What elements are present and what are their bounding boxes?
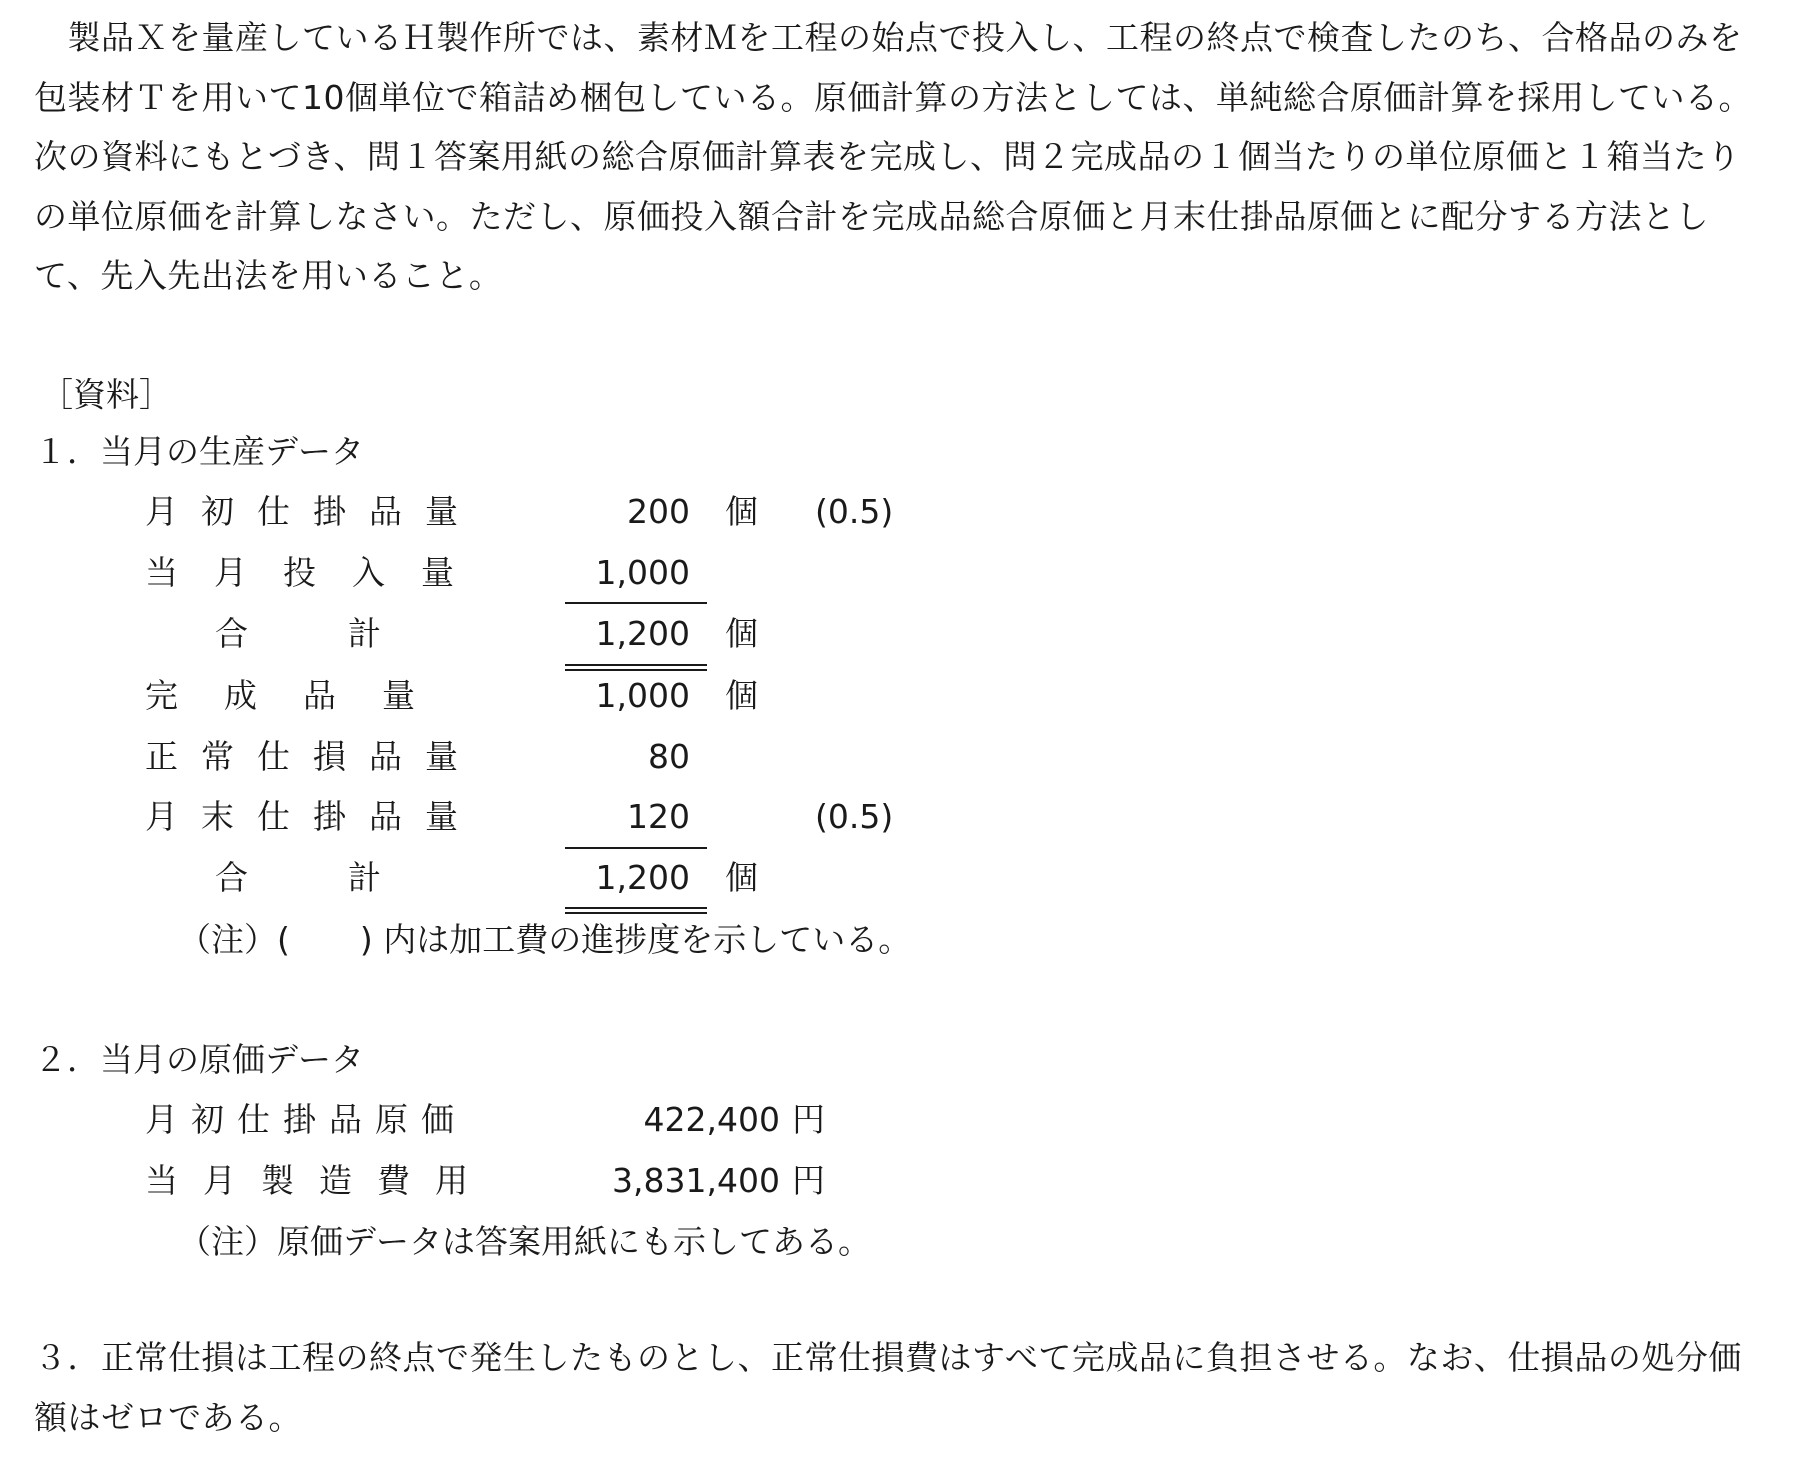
total-double-rule (565, 664, 707, 671)
production-progress-ending: (0.5) (815, 797, 894, 836)
section2-note: （注）原価データは答案用紙にも示してある。 (178, 1222, 871, 1261)
section1-note (178, 920, 911, 960)
subtotal-rule (565, 847, 707, 849)
cost-value-current-manufacturing: 3,831,400 (612, 1161, 780, 1200)
production-label-current-input: 当月投入量 (145, 553, 490, 592)
section1-heading: １．当月の生産データ (34, 432, 364, 471)
production-value-normal-spoilage: 80 (648, 737, 690, 776)
subtotal-rule (565, 602, 707, 604)
materials-heading: ［資料］ (40, 375, 172, 414)
production-progress-beginning: (0.5) (815, 492, 894, 531)
cost-unit: 円 (792, 1100, 825, 1139)
production-unit: 個 (725, 858, 758, 897)
production-value-completed: 1,000 (595, 676, 690, 715)
production-value-beginning-wip: 200 (627, 492, 690, 531)
production-label-normal-spoilage: 正常仕損品量 (145, 737, 481, 776)
production-unit: 個 (725, 492, 758, 531)
cost-value-beginning-wip: 422,400 (643, 1100, 780, 1139)
section3-text: ３．正常仕損は工程の終点で発生したものとし、正常仕損費はすべて完成品に負担させる。なお、仕損品の処分価額はゼロである。 (34, 1338, 1742, 1437)
production-value-current-input: 1,000 (595, 553, 690, 592)
production-label-total-2: 合計 (215, 858, 481, 897)
production-value-total-1: 1,200 (595, 614, 690, 653)
production-label-completed: 完成品量 (145, 676, 461, 715)
production-unit: 個 (725, 614, 758, 653)
production-unit: 個 (725, 676, 758, 715)
production-label-ending-wip: 月末仕掛品量 (145, 797, 481, 836)
section1-note-prefix: （注）( (178, 920, 290, 959)
production-label-beginning-wip: 月初仕掛品量 (145, 492, 481, 531)
cost-unit: 円 (792, 1161, 825, 1200)
production-value-ending-wip: 120 (627, 797, 690, 836)
cost-label-beginning-wip: 月初仕掛品原価 (145, 1100, 467, 1139)
cost-label-current-manufacturing: 当月製造費用 (145, 1161, 493, 1200)
total-double-rule (565, 907, 707, 914)
problem-intro-text: 製品Ｘを量産しているＨ製作所では、素材Ｍを工程の始点で投入し、工程の終点で検査したのち、合格品のみを包装材Ｔを用いて10個単位で箱詰め梱包している。原価計算の方法としては、単純総合原価計算を採用している。次の資料にもとづき、問１答案用紙の総合原価計算表を完成し、問２完成品の１個当たりの単位原価と１箱当たりの単位原価を計算しなさい。ただし、原価投入額合計を完成品総合原価と月末仕掛品原価とに配分する方法として、先入先出法を用いること。 (34, 18, 1752, 295)
section2-heading: ２．当月の原価データ (34, 1040, 364, 1079)
section1-note-suffix: ) 内は加工費の進捗度を示している。 (359, 920, 912, 959)
production-label-total-1: 合計 (215, 614, 481, 653)
production-value-total-2: 1,200 (595, 858, 690, 897)
